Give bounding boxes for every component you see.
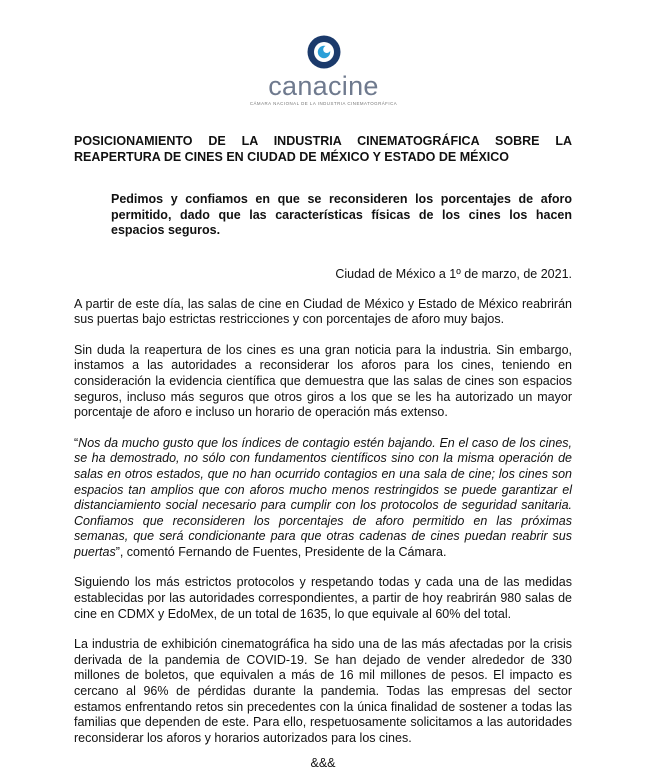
brand-name: canacine [268, 71, 379, 101]
end-mark: &&& [310, 756, 336, 771]
logo [0, 34, 647, 107]
paragraph-5: La industria de exhibición cinematográfica ha sido una de las más afectadas por la crisis derivada de la pandemia de COVID-19. Se han dejado de vender alrededor de 330 millones de boletos, que equivalen a más de 16 mil millones de pesos. El impacto es cercano al 96% de pérdidas durante la pandemia. Todas las empresas del sector estamos enfrentando retos sin precedentes con la única finalidad de sostener a todas las familias que dependen de este. Para ello, respetuosamente solicitamos a las autoridades reconsiderar los aforos y horarios autorizados para los cines. [74, 637, 572, 745]
quote-attribution: ”, comentó Fernando de Fuentes, Presidente de la Cámara. [115, 544, 447, 559]
brand-subtitle: CÁMARA NACIONAL DE LA INDUSTRIA CINEMATOGRÁFICA [249, 101, 398, 106]
quote-text: Nos da mucho gusto que los índices de contagio estén bajando. En el caso de los cines, se ha demostrado, no sólo con fundamentos científicos sino con la misma operación de salas en otros estados, que no han ocurrido contagios en una sala de cine; los cines son espacios tan amplios que con aforos mucho menos restringidos se puede garantizar el distanciamiento social necesario para cumplir con los protocolos de seguridad sanitaria. Confiamos que reconsideren los porcentajes de aforo permitido en las próximas semanas, que será condicionante para que otras cadenas de cines puedan reabrir sus puertas [74, 435, 572, 559]
paragraph-1: A partir de este día, las salas de cine en Ciudad de México y Estado de México reabrirán sus puertas bajo estrictas restricciones y con porcentajes de aforo muy bajos. [74, 296, 572, 327]
dateline: Ciudad de México a 1º de marzo, de 2021. [335, 266, 572, 281]
paragraph-quote [74, 436, 572, 561]
paragraph-2: Sin duda la reapertura de los cines es una gran noticia para la industria. Sin embargo, instamos a las autoridades a reconsiderar los aforos para los cines, teniendo en consideración la evidencia científica que demuestra que las salas de cines son espacios seguros, incluso más seguros que otros giros a los que se les ha autorizado un mayor porcentaje de aforo e incluso un horario de operación más extenso. [74, 342, 572, 420]
paragraph-4: Siguiendo los más estrictos protocolos y respetando todas y cada una de las medidas establecidas por las autoridades correspondientes, a partir de hoy reabrirán 980 salas de cine en CDMX y EdoMex, de un total de 1635, lo que equivale al 60% del total. [74, 575, 572, 621]
document-body [74, 134, 572, 772]
canacine-logo-icon [306, 34, 342, 70]
quote-open-mark: “ [74, 435, 79, 450]
document-title: POSICIONAMIENTO DE LA INDUSTRIA CINEMATOGRÁFICA SOBRE LA REAPERTURA DE CINES EN CIUDAD DE MÉXICO Y ESTADO DE MÉXICO [74, 134, 572, 164]
lead-statement: Pedimos y confiamos en que se reconsideren los porcentajes de aforo permitido, dado que las características físicas de los cines los hacen espacios seguros. [111, 192, 572, 238]
